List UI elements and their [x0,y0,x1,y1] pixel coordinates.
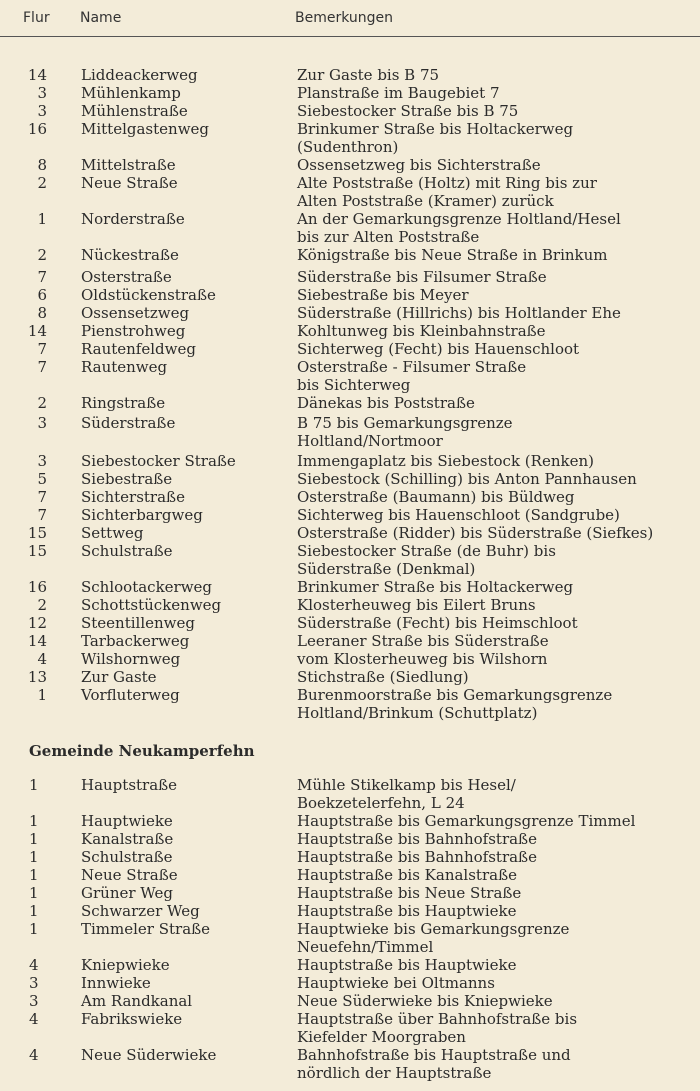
street-name-cell: Innwieke [81,974,151,992]
remarks-cell [297,340,697,358]
remarks-cell [297,668,697,686]
street-name-cell: Zur Gaste [81,668,157,686]
remarks-cell [297,120,697,156]
remarks-cell [297,650,697,668]
remarks-cell [297,156,697,174]
remarks-cell [297,322,697,340]
remarks-line: Königstraße bis Neue Straße in Brinkum [297,246,608,264]
flur-cell: 8 [37,156,47,174]
remarks-cell [297,596,697,614]
flur-cell: 15 [27,524,47,542]
remarks-cell [297,776,697,812]
remarks-line: Holtland/Nortmoor [297,432,443,450]
remarks-line: Sichterweg bis Hauenschloot (Sandgrube) [297,506,620,524]
street-name-cell: Neue Straße [81,866,178,884]
flur-cell: 3 [37,452,47,470]
street-name-cell: Schwarzer Weg [81,902,200,920]
street-name-cell: Kniepwieke [81,956,170,974]
remarks-line: Siebestraße bis Meyer [297,286,469,304]
street-name-cell: Timmeler Straße [81,920,211,938]
flur-cell: 14 [27,632,47,650]
street-name-cell: Schulstraße [81,542,173,560]
street-name-cell: Liddeackerweg [81,66,198,84]
flur-cell: 4 [29,956,39,974]
street-name-cell: Süderstraße [81,414,176,432]
column-header-name: Name [80,10,122,26]
remarks-line: Osterstraße (Baumann) bis Büldweg [297,488,575,506]
remarks-line: Leeraner Straße bis Süderstraße [297,632,549,650]
remarks-line: Planstraße im Baugebiet 7 [297,84,500,102]
remarks-cell [297,578,697,596]
remarks-line: Neue Süderwieke bis Kniepwieke [297,992,553,1010]
remarks-cell [297,506,697,524]
remarks-cell [297,632,697,650]
flur-cell: 14 [27,322,47,340]
flur-cell: 1 [29,902,39,920]
remarks-cell [297,866,697,884]
remarks-cell [297,524,697,542]
street-name-cell: Mittelstraße [81,156,176,174]
remarks-line: Hauptwieke bis Gemarkungsgrenze [297,920,570,938]
flur-cell: 3 [37,84,47,102]
street-name-cell: Steentillenweg [81,614,195,632]
street-name-cell: Mühlenkamp [81,84,181,102]
remarks-line: vom Klosterheuweg bis Wilshorn [297,650,548,668]
remarks-cell [297,174,697,210]
street-name-cell: Sichterbargweg [81,506,203,524]
street-name-cell: Ringstraße [81,394,166,412]
street-name-cell: Settweg [81,524,144,542]
remarks-line: Hauptstraße bis Bahnhofstraße [297,848,537,866]
street-name-cell: Hauptstraße [81,776,178,794]
remarks-line: Brinkumer Straße bis Holtackerweg [297,120,574,138]
street-name-cell: Grüner Weg [81,884,173,902]
remarks-cell [297,902,697,920]
street-name-cell: Osterstraße [81,268,172,286]
remarks-line: Süderstraße bis Filsumer Straße [297,268,547,286]
flur-cell: 1 [29,866,39,884]
remarks-line: Kiefelder Moorgraben [297,1028,466,1046]
remarks-line: Mühle Stikelkamp bis Hesel/ [297,776,516,794]
street-name-cell: Tarbackerweg [81,632,190,650]
street-name-cell: Schottstückenweg [81,596,222,614]
remarks-cell [297,268,697,286]
remarks-line: Zur Gaste bis B 75 [297,66,440,84]
remarks-line: B 75 bis Gemarkungsgrenze [297,414,513,432]
remarks-line: bis zur Alten Poststraße [297,228,480,246]
remarks-cell [297,992,697,1010]
remarks-line: Hauptstraße bis Kanalstraße [297,866,517,884]
street-name-cell: Mittelgastenweg [81,120,210,138]
remarks-line: Sichterweg (Fecht) bis Hauenschloot [297,340,580,358]
flur-cell: 1 [29,884,39,902]
street-name-cell: Sichterstraße [81,488,185,506]
remarks-cell [297,1046,697,1082]
remarks-cell [297,210,697,246]
street-name-cell: Siebestraße [81,470,173,488]
remarks-cell [297,470,697,488]
remarks-cell [297,452,697,470]
remarks-cell [297,102,697,120]
flur-cell: 3 [37,414,47,432]
flur-cell: 2 [37,174,47,192]
remarks-cell [297,286,697,304]
street-name-cell: Kanalstraße [81,830,174,848]
street-name-cell: Schulstraße [81,848,173,866]
street-name-cell: Siebestocker Straße [81,452,236,470]
remarks-line: Siebestocker Straße (de Buhr) bis [297,542,556,560]
flur-cell: 2 [37,246,47,264]
flur-cell: 3 [29,992,39,1010]
flur-cell: 1 [37,686,47,704]
street-name-cell: Norderstraße [81,210,185,228]
flur-cell: 7 [37,358,47,376]
remarks-line: Kohltunweg bis Kleinbahnstraße [297,322,546,340]
remarks-line: Stichstraße (Siedlung) [297,668,469,686]
flur-cell: 7 [37,340,47,358]
street-name-cell: Wilshornweg [81,650,181,668]
remarks-cell [297,358,697,394]
remarks-line: Hauptstraße über Bahnhofstraße bis [297,1010,578,1028]
street-name-cell: Nückestraße [81,246,179,264]
remarks-line: Klosterheuweg bis Eilert Bruns [297,596,536,614]
remarks-line: Bahnhofstraße bis Hauptstraße und [297,1046,571,1064]
remarks-line: Siebestock (Schilling) bis Anton Pannhausen [297,470,637,488]
remarks-cell [297,956,697,974]
flur-cell: 1 [29,776,39,794]
street-name-cell: Mühlenstraße [81,102,188,120]
remarks-line: Alten Poststraße (Kramer) zurück [297,192,554,210]
flur-cell: 6 [37,286,47,304]
remarks-cell [297,488,697,506]
remarks-line: Burenmoorstraße bis Gemarkungsgrenze [297,686,613,704]
remarks-line: Neuefehn/Timmel [297,938,434,956]
street-name-cell: Rautenweg [81,358,168,376]
flur-cell: 1 [29,830,39,848]
table-header [0,8,700,32]
street-name-cell: Am Randkanal [81,992,193,1010]
remarks-line: Ossensetzweg bis Sichterstraße [297,156,541,174]
remarks-cell [297,884,697,902]
street-name-cell: Schlootackerweg [81,578,213,596]
remarks-line: Hauptstraße bis Bahnhofstraße [297,830,537,848]
flur-cell: 16 [27,578,47,596]
remarks-cell [297,66,697,84]
flur-cell: 5 [37,470,47,488]
street-name-cell: Oldstückenstraße [81,286,216,304]
remarks-line: bis Sichterweg [297,376,411,394]
remarks-line: Hauptstraße bis Neue Straße [297,884,522,902]
remarks-cell [297,246,697,264]
street-name-cell: Hauptwieke [81,812,173,830]
flur-cell: 2 [37,394,47,412]
remarks-line: (Sudenthron) [297,138,399,156]
remarks-line: Brinkumer Straße bis Holtackerweg [297,578,574,596]
street-name-cell: Vorfluterweg [81,686,180,704]
remarks-line: Osterstraße (Ridder) bis Süderstraße (Siefkes) [297,524,654,542]
remarks-cell [297,848,697,866]
remarks-line: Hauptstraße bis Hauptwieke [297,956,517,974]
street-name-cell: Neue Straße [81,174,178,192]
remarks-cell [297,84,697,102]
remarks-line: Süderstraße (Fecht) bis Heimschloot [297,614,578,632]
street-name-cell: Ossensetzweg [81,304,190,322]
remarks-line: Hauptstraße bis Gemarkungsgrenze Timmel [297,812,636,830]
flur-cell: 4 [29,1046,39,1064]
flur-cell: 8 [37,304,47,322]
remarks-line: Süderstraße (Denkmal) [297,560,476,578]
flur-cell: 1 [37,210,47,228]
remarks-cell [297,394,697,412]
flur-cell: 4 [29,1010,39,1028]
column-header-bemerkungen: Bemerkungen [295,10,394,26]
remarks-line: Siebestocker Straße bis B 75 [297,102,519,120]
remarks-line: Osterstraße - Filsumer Straße [297,358,527,376]
remarks-cell [297,812,697,830]
remarks-cell [297,974,697,992]
flur-cell: 16 [27,120,47,138]
flur-cell: 4 [37,650,47,668]
remarks-line: Hauptwieke bei Oltmanns [297,974,495,992]
flur-cell: 14 [27,66,47,84]
remarks-cell [297,1010,697,1046]
remarks-line: Dänekas bis Poststraße [297,394,475,412]
flur-cell: 7 [37,506,47,524]
remarks-cell [297,830,697,848]
street-name-cell: Rautenfeldweg [81,340,196,358]
flur-cell: 2 [37,596,47,614]
street-name-cell: Neue Süderwieke [81,1046,217,1064]
remarks-cell [297,542,697,578]
flur-cell: 15 [27,542,47,560]
flur-cell: 1 [29,812,39,830]
flur-cell: 12 [27,614,47,632]
remarks-line: Immengaplatz bis Siebestock (Renken) [297,452,594,470]
street-name-cell: Fabrikswieke [81,1010,183,1028]
flur-cell: 1 [29,920,39,938]
flur-cell: 7 [37,488,47,506]
remarks-line: Boekzetelerfehn, L 24 [297,794,465,812]
flur-cell: 3 [29,974,39,992]
flur-cell: 3 [37,102,47,120]
remarks-line: Alte Poststraße (Holtz) mit Ring bis zur [297,174,597,192]
flur-cell: 1 [29,848,39,866]
remarks-line: nördlich der Hauptstraße [297,1064,492,1082]
remarks-line: Süderstraße (Hillrichs) bis Holtlander Ehe [297,304,621,322]
remarks-cell [297,414,697,450]
remarks-line: Holtland/Brinkum (Schuttplatz) [297,704,538,722]
flur-cell: 7 [37,268,47,286]
remarks-cell [297,304,697,322]
remarks-cell [297,920,697,956]
remarks-cell [297,686,697,722]
flur-cell: 13 [27,668,47,686]
section-title: Gemeinde Neukamperfehn [29,742,255,760]
remarks-cell [297,614,697,632]
street-name-cell: Pienstrohweg [81,322,186,340]
remarks-line: Hauptstraße bis Hauptwieke [297,902,517,920]
header-divider [0,36,700,37]
remarks-line: An der Gemarkungsgrenze Holtland/Hesel [297,210,621,228]
column-header-flur: Flur [23,10,50,26]
